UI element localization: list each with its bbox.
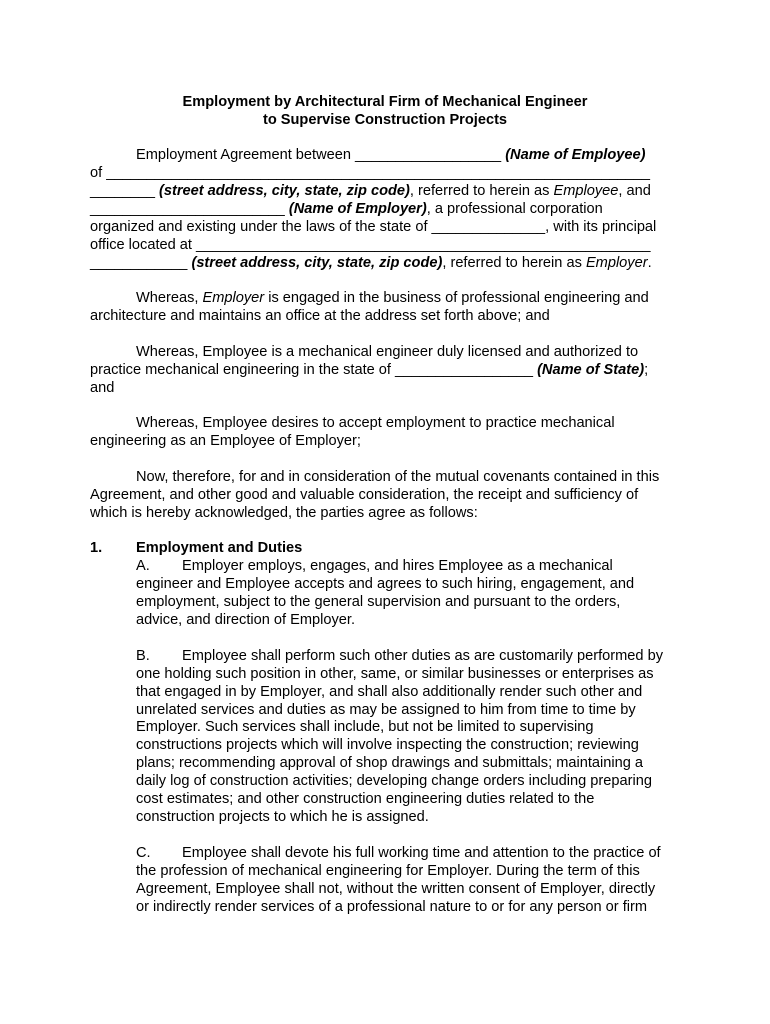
whereas3-line-1: Whereas, Employee desires to accept employment to practice mechanical	[136, 415, 615, 431]
now-therefore-line-2: Agreement, and other good and valuable consideration, the receipt and sufficiency of	[90, 487, 639, 503]
section1-b-line-2: one holding such position in other, same, or similar businesses or enterprises as	[136, 666, 654, 682]
section1-b-line-9: cost estimates; and other construction engineering duties related to the	[136, 791, 595, 807]
section1-b-line-1: B. Employee shall perform such other duties as are customarily performed by	[136, 648, 663, 664]
section1-c-line-1: C. Employee shall devote his full working time and attention to the practice of	[136, 845, 661, 861]
section1-b-line-4: unrelated services and duties as may be assigned to him from time to time by	[136, 702, 636, 718]
intro-line-7: ____________ (street address, city, state, zip code), referred to herein as Employer.	[90, 255, 652, 271]
section1-c-line-3: Agreement, Employee shall not, without the written consent of Employer, directly	[136, 881, 656, 897]
section1-b-line-10: construction projects to which he is assigned.	[136, 809, 429, 825]
whereas2-line-1: Whereas, Employee is a mechanical engineer duly licensed and authorized to	[136, 344, 639, 360]
whereas3-line-2: engineering as an Employee of Employer;	[90, 433, 361, 449]
section1-b-line-5: Employer. Such services shall include, but not be limited to supervising	[136, 719, 594, 735]
section1-heading: Employment and Duties	[136, 540, 303, 556]
section1-c-line-2: the profession of mechanical engineering for Employer. During the term of this	[136, 863, 640, 879]
intro-line-3: ________ (street address, city, state, zip code), referred to herein as Employee, and	[90, 183, 651, 199]
whereas2-line-2: practice mechanical engineering in the state of _________________ (Name of State);	[90, 362, 649, 378]
section1-number: 1.	[90, 540, 103, 556]
section1-a-line-3: employment, subject to the general supervision and pursuant to the orders,	[136, 594, 621, 610]
intro-line-5: organized and existing under the laws of the state of ______________, with its principal	[90, 219, 657, 235]
now-therefore-line-1: Now, therefore, for and in consideration of the mutual covenants contained in this	[136, 469, 660, 485]
section1-a-line-4: advice, and direction of Employer.	[136, 612, 356, 628]
intro-line-1: Employment Agreement between __________________ (Name of Employee)	[136, 147, 646, 163]
whereas1-line-2: architecture and maintains an office at the address set forth above; and	[90, 308, 550, 324]
document-title-line1: Employment by Architectural Firm of Mechanical Engineer	[182, 94, 588, 110]
section1-a-line-2: engineer and Employee accepts and agrees to such hiring, engagement, and	[136, 576, 635, 592]
section1-b-line-8: daily log of construction activities; developing change orders including preparing	[136, 773, 652, 789]
section1-a-line-1: A. Employer employs, engages, and hires Employee as a mechanical	[136, 558, 613, 574]
document-title-line2: to Supervise Construction Projects	[262, 112, 508, 128]
section1-b-line-3: that engaged in by Employer, and shall also additionally render such other and	[136, 684, 643, 700]
whereas2-line-3: and	[90, 380, 115, 396]
section1-c-line-4: or indirectly render services of a professional nature to or for any person or firm	[136, 899, 648, 915]
section1-b-line-7: plans; recommending approval of shop drawings and submittals; maintaining a	[136, 755, 644, 771]
intro-line-4: ________________________ (Name of Employer), a professional corporation	[90, 201, 603, 217]
intro-line-6: office located at ________________________________________________________	[90, 237, 651, 253]
section1-b-line-6: constructions projects which will involve inspecting the construction; reviewing	[136, 737, 639, 753]
intro-line-2: of ___________________________________________________________________	[90, 165, 651, 181]
now-therefore-line-3: which is hereby acknowledged, the parties agree as follows:	[90, 505, 478, 521]
whereas1-line-1: Whereas, Employer is engaged in the business of professional engineering and	[136, 290, 649, 306]
